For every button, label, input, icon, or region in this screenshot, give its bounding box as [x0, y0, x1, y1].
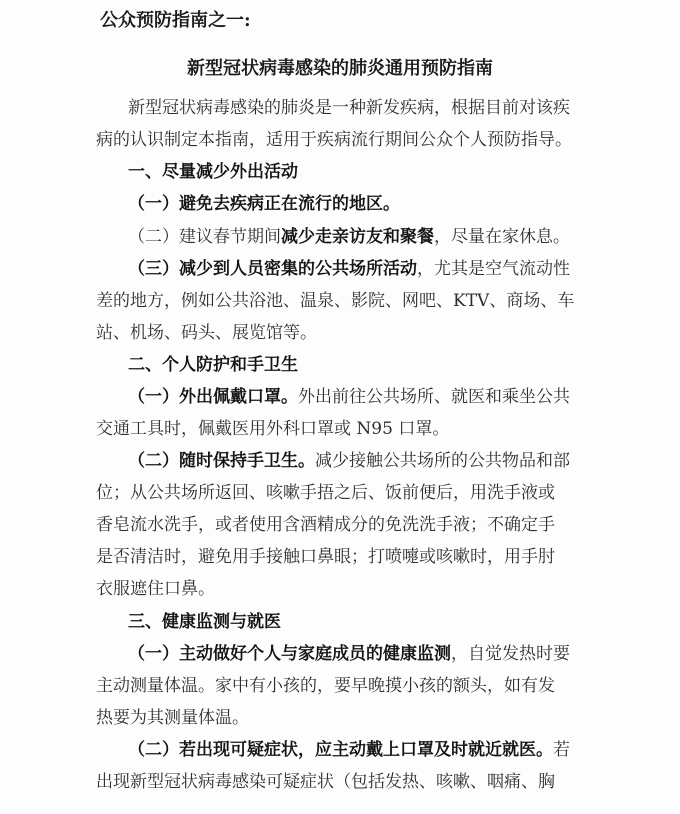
- item-2-suffix: 减少接触公共场所的公共物品和部: [315, 451, 570, 471]
- item-1-suffix: ，自觉发热时要: [451, 644, 570, 664]
- item-3-suffix: ，尤其是空气流动性: [417, 259, 570, 279]
- section-2-item-2: [128, 450, 570, 472]
- section-2-item-2-line-4: 是否清洁时，避免用手接触口鼻眼；打喷嚏或咳嗽时，用手肘: [96, 547, 555, 567]
- section-3-item-2-line-2: 出现新型冠状病毒感染可疑症状（包括发热、咳嗽、咽痛、胸: [96, 772, 555, 792]
- section-3-item-1: [128, 643, 570, 665]
- item-2-suffix: ，尽量在家休息。: [434, 227, 570, 247]
- section-2-item-2-line-3: 香皂流水洗手，或者使用含酒精成分的免洗洗手液；不确定手: [96, 515, 555, 535]
- item-2-emphasis: （二）若出现可疑症状，应主动戴上口罩及时就近就医。: [128, 740, 553, 760]
- section-1-item-3: [128, 258, 570, 280]
- section-3-item-2: [128, 739, 570, 761]
- item-1-emphasis: （一）主动做好个人与家庭成员的健康监测: [128, 644, 451, 664]
- section-2-item-1-line-2: 交通工具时，佩戴医用外科口罩或 N95 口罩。: [96, 419, 450, 439]
- section-1-item-3-line-3: 站、机场、码头、展览馆等。: [96, 323, 317, 343]
- section-3-item-1-line-3: 热要为其测量体温。: [96, 708, 249, 728]
- section-2-item-2-line-5: 衣服遮住口鼻。: [96, 579, 215, 599]
- section-1-item-1: （一）避免去疾病正在流行的地区。: [128, 194, 400, 214]
- item-2-emphasis: （二）随时保持手卫生。: [128, 451, 315, 471]
- intro-line-2: 病的认识制定本指南，适用于疾病流行期间公众个人预防指导。: [96, 130, 572, 150]
- document-title: 新型冠状病毒感染的肺炎通用预防指南: [187, 58, 493, 79]
- section-3-heading: 三、健康监测与就医: [128, 612, 281, 632]
- intro-line-1: 新型冠状病毒感染的肺炎是一种新发疾病，根据目前对该疾: [128, 98, 570, 118]
- item-1-suffix: 外出前往公共场所、就医和乘坐公共: [298, 387, 570, 407]
- item-2-emphasis: 减少走亲访友和聚餐: [281, 227, 434, 247]
- series-title: 公众预防指南之一:: [100, 10, 251, 31]
- section-1-item-2: [128, 226, 570, 248]
- section-2-item-1: [128, 386, 570, 408]
- section-2-heading: 二、个人防护和手卫生: [128, 355, 298, 375]
- section-1-item-3-line-2: 差的地方，例如公共浴池、温泉、影院、网吧、KTV、商场、车: [96, 291, 575, 311]
- item-2-prefix: （二）建议春节期间: [128, 227, 281, 247]
- item-1-emphasis: （一）外出佩戴口罩。: [128, 387, 298, 407]
- section-2-item-2-line-2: 位；从公共场所返回、咳嗽手捂之后、饭前便后，用洗手液或: [96, 483, 555, 503]
- section-3-item-1-line-2: 主动测量体温。家中有小孩的，要早晚摸小孩的额头，如有发: [96, 676, 555, 696]
- section-1-heading: 一、尽量减少外出活动: [128, 162, 298, 182]
- item-3-emphasis: （三）减少到人员密集的公共场所活动: [128, 259, 417, 279]
- item-2-suffix: 若: [553, 740, 570, 760]
